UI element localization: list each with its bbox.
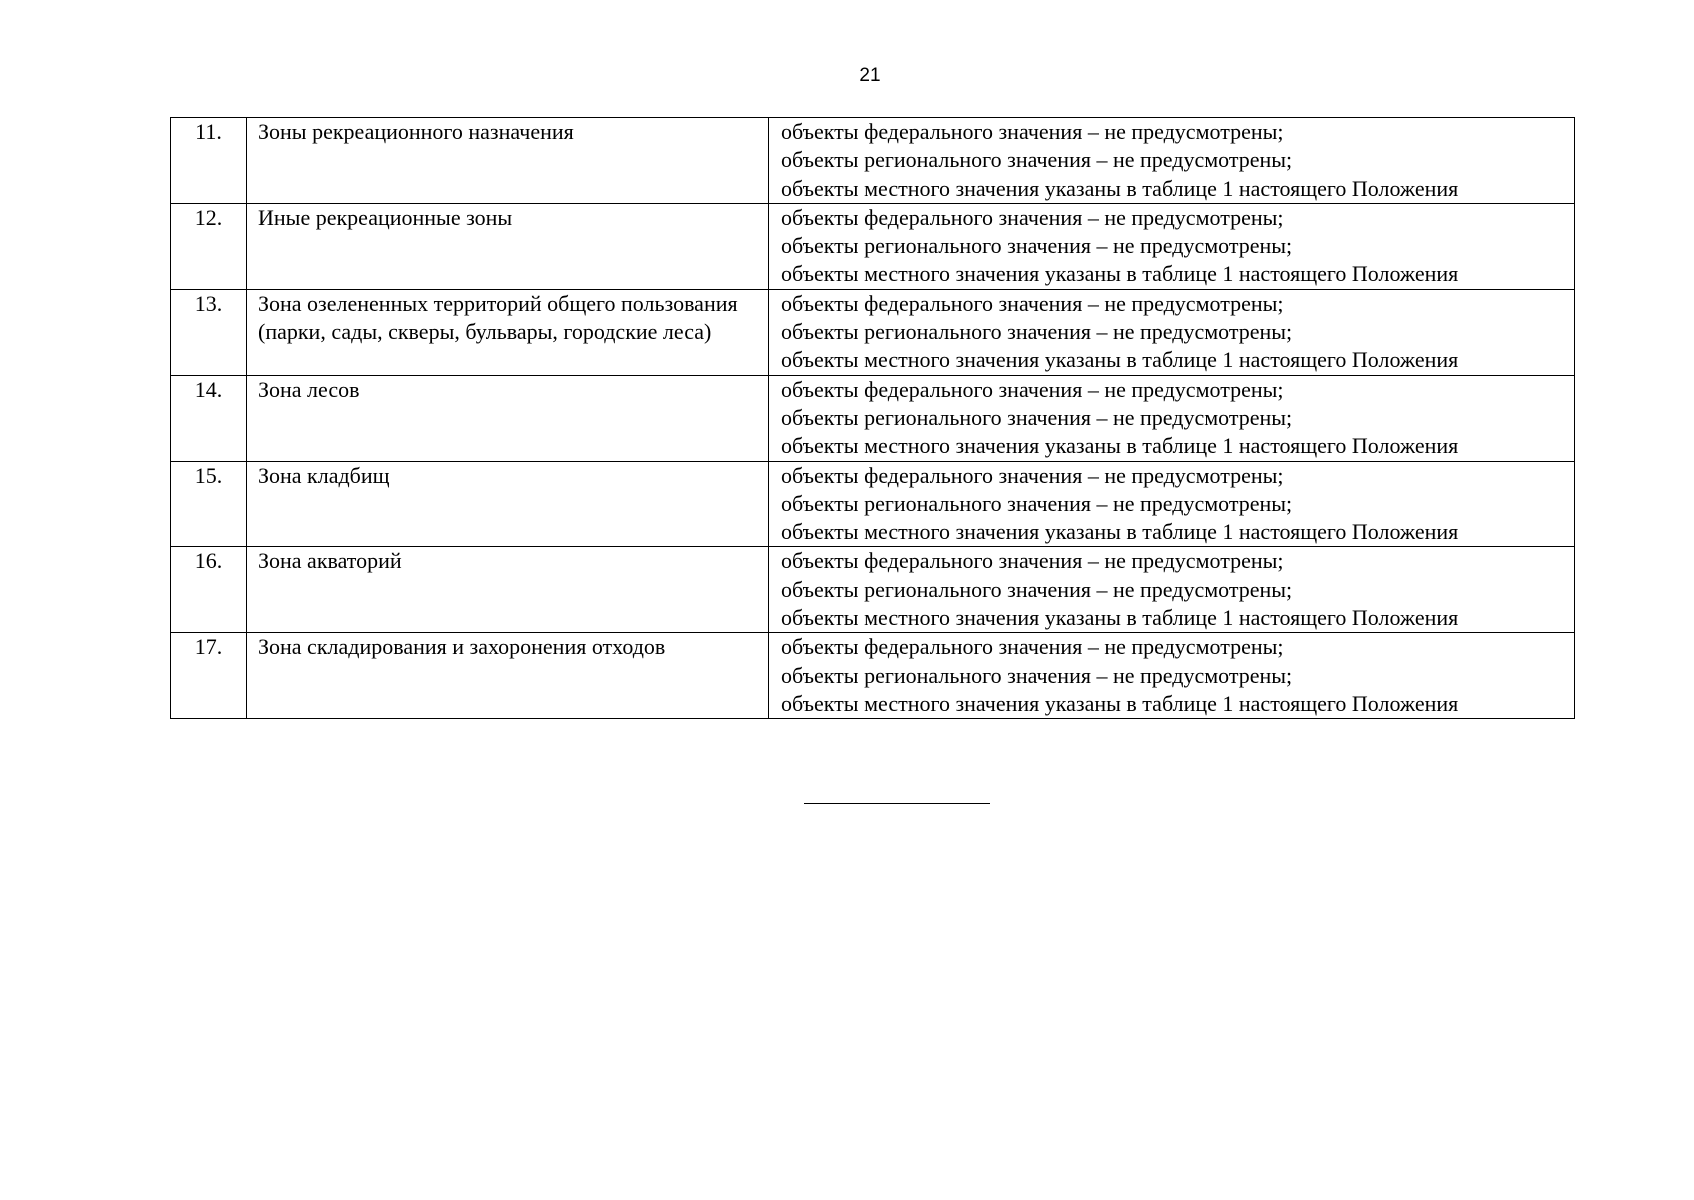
- row-number: 11.: [171, 118, 247, 204]
- zone-objects: [769, 118, 1575, 204]
- zone-name: Зона лесов: [247, 375, 769, 461]
- federal-objects-line: объекты федерального значения – не предусмотрены;: [781, 376, 1284, 402]
- row-number: 16.: [171, 547, 247, 633]
- page-number: 21: [859, 65, 881, 86]
- table-row: [171, 633, 1575, 719]
- zone-name: Зона акваторий: [247, 547, 769, 633]
- regional-objects-line: объекты регионального значения – не предусмотрены;: [781, 404, 1293, 430]
- table-row: [171, 375, 1575, 461]
- regional-objects-line: объекты регионального значения – не предусмотрены;: [781, 662, 1293, 688]
- zone-objects: [769, 633, 1575, 719]
- zone-objects: [769, 547, 1575, 633]
- regional-objects-line: объекты регионального значения – не предусмотрены;: [781, 147, 1293, 173]
- federal-objects-line: объекты федерального значения – не предусмотрены;: [781, 462, 1284, 488]
- federal-objects-line: объекты федерального значения – не предусмотрены;: [781, 548, 1284, 574]
- table-row: [171, 461, 1575, 547]
- regional-objects-line: объекты регионального значения – не предусмотрены;: [781, 490, 1293, 516]
- regional-objects-line: объекты регионального значения – не предусмотрены;: [781, 233, 1293, 259]
- table-row: [171, 547, 1575, 633]
- end-of-document-rule: [804, 803, 990, 804]
- federal-objects-line: объекты федерального значения – не предусмотрены;: [781, 119, 1284, 144]
- table-row: [171, 289, 1575, 375]
- row-number: 15.: [171, 461, 247, 547]
- row-number: 14.: [171, 375, 247, 461]
- zone-name: Зоны рекреационного назначения: [247, 118, 769, 204]
- regional-objects-line: объекты регионального значения – не предусмотрены;: [781, 576, 1293, 602]
- local-objects-line: объекты местного значения указаны в таблице 1 настоящего Положения: [781, 433, 1459, 459]
- row-number: 13.: [171, 289, 247, 375]
- row-number: 17.: [171, 633, 247, 719]
- zone-objects: [769, 461, 1575, 547]
- row-number: 12.: [171, 203, 247, 289]
- zones-table: [170, 117, 1575, 719]
- local-objects-line: объекты местного значения указаны в таблице 1 настоящего Положения: [781, 605, 1459, 631]
- table-row: [171, 203, 1575, 289]
- local-objects-line: объекты местного значения указаны в таблице 1 настоящего Положения: [781, 519, 1459, 545]
- zone-name: Зона озелененных территорий общего пользования (парки, сады, скверы, бульвары, городские леса): [247, 289, 769, 375]
- local-objects-line: объекты местного значения указаны в таблице 1 настоящего Положения: [781, 347, 1459, 373]
- federal-objects-line: объекты федерального значения – не предусмотрены;: [781, 204, 1284, 230]
- zone-objects: [769, 289, 1575, 375]
- local-objects-line: объекты местного значения указаны в таблице 1 настоящего Положения: [781, 175, 1459, 201]
- local-objects-line: объекты местного значения указаны в таблице 1 настоящего Положения: [781, 261, 1459, 287]
- zone-objects: [769, 203, 1575, 289]
- local-objects-line: объекты местного значения указаны в таблице 1 настоящего Положения: [781, 690, 1459, 716]
- regional-objects-line: объекты регионального значения – не предусмотрены;: [781, 319, 1293, 345]
- zone-objects: [769, 375, 1575, 461]
- federal-objects-line: объекты федерального значения – не предусмотрены;: [781, 290, 1284, 316]
- federal-objects-line: объекты федерального значения – не предусмотрены;: [781, 634, 1284, 660]
- table-row: [171, 118, 1575, 204]
- zone-name: Зона кладбищ: [247, 461, 769, 547]
- zone-name: Зона складирования и захоронения отходов: [247, 633, 769, 719]
- zone-name: Иные рекреационные зоны: [247, 203, 769, 289]
